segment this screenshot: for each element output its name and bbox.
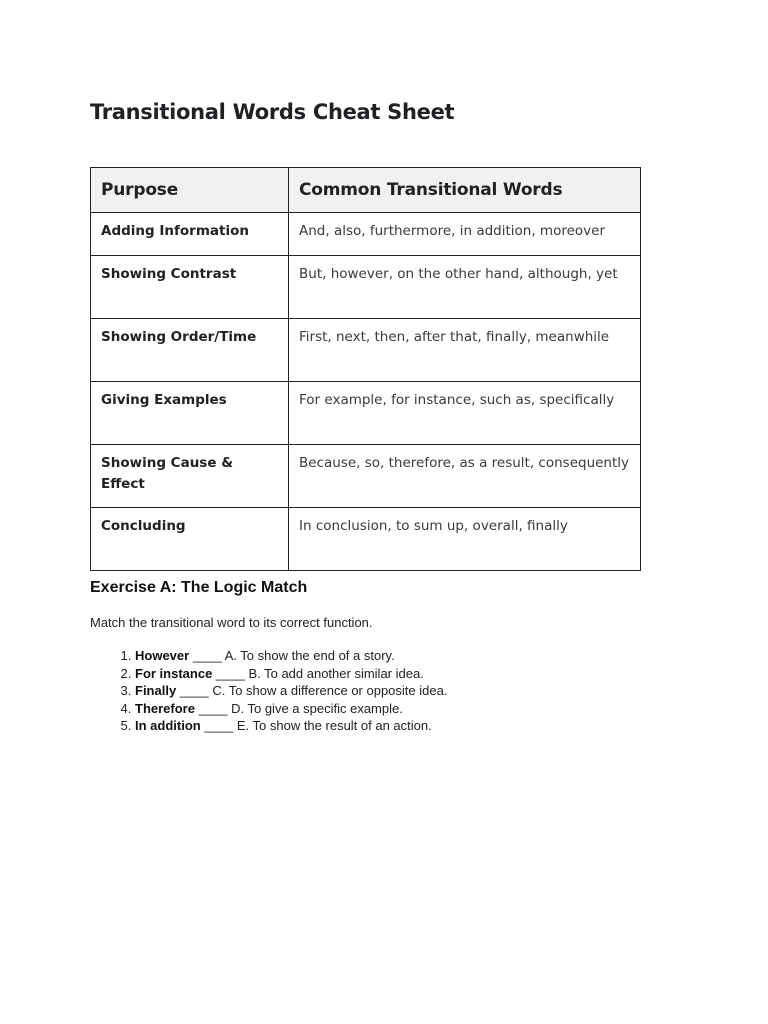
words-cell: First, next, then, after that, finally, meanwhile xyxy=(289,319,641,382)
match-prompt: ____ A. To show the end of a story. xyxy=(189,648,395,663)
table-header-row xyxy=(91,168,641,213)
match-list xyxy=(90,647,447,735)
transitional-words-table xyxy=(90,167,641,571)
exercise-instructions: Match the transitional word to its correct function. xyxy=(90,615,373,630)
words-cell: In conclusion, to sum up, overall, finally xyxy=(289,508,641,571)
table-row xyxy=(91,382,641,445)
purpose-cell: Concluding xyxy=(91,508,289,571)
match-prompt: ____ B. To add another similar idea. xyxy=(212,665,424,681)
table-row xyxy=(91,319,641,382)
table-row xyxy=(91,508,641,571)
transition-word: Therefore xyxy=(135,700,195,716)
purpose-cell: Showing Contrast xyxy=(91,256,289,319)
match-prompt: ____ D. To give a specific example. xyxy=(194,700,403,716)
purpose-cell: Showing Cause & Effect xyxy=(91,445,289,508)
transition-word: In addition xyxy=(135,718,201,734)
transition-word: For instance xyxy=(135,665,213,681)
match-prompt: ____ C. To show a difference or opposite idea. xyxy=(176,683,448,699)
table-row xyxy=(91,445,641,508)
purpose-cell: Adding Information xyxy=(91,213,289,256)
purpose-column-header: Purpose xyxy=(91,168,289,213)
purpose-cell: Giving Examples xyxy=(91,382,289,445)
table-row xyxy=(91,256,641,319)
exercise-heading: Exercise A: The Logic Match xyxy=(90,579,308,596)
page-title: Transitional Words Cheat Sheet xyxy=(90,100,455,124)
table-row xyxy=(91,213,641,256)
transition-word: However xyxy=(135,648,190,663)
words-cell: Because, so, therefore, as a result, consequently xyxy=(289,445,641,508)
list-item xyxy=(135,700,447,718)
words-column-header: Common Transitional Words xyxy=(289,168,641,213)
list-item xyxy=(135,717,447,735)
match-prompt: ____ E. To show the result of an action. xyxy=(200,718,432,734)
list-item xyxy=(135,665,447,683)
words-cell: For example, for instance, such as, specifically xyxy=(289,382,641,445)
words-cell: And, also, furthermore, in addition, moreover xyxy=(289,213,641,256)
list-item xyxy=(135,647,447,665)
list-item xyxy=(135,682,447,700)
transition-word: Finally xyxy=(135,683,177,699)
purpose-cell: Showing Order/Time xyxy=(91,319,289,382)
words-cell: But, however, on the other hand, although, yet xyxy=(289,256,641,319)
